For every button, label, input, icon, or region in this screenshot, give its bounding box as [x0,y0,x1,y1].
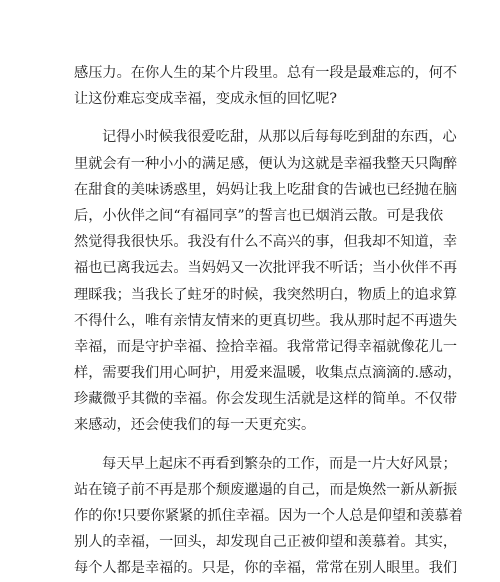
text-line: 记得小时候我很爱吃甜，从那以后每每吃到甜的东西，心 [102,129,457,146]
text-line: 让这份难忘变成幸福，变成永恒的回忆呢? [74,91,337,108]
text-line: 每天早上起床不再看到繁杂的工作，而是一片大好风景； [102,455,457,472]
text-line: 不得什么，唯有亲情友情来的更真切些。我从那时起不再遗失 [74,312,458,329]
paragraph-gap [74,112,430,124]
text-line: 福也已离我远去。当妈妈又一次批评我不听话；当小伙伴不再 [74,260,458,277]
text-line: 然觉得我很快乐。我没有什么不高兴的事，但我却不知道，幸 [74,234,458,251]
text-line: 珍藏微乎其微的幸福。你会发现生活就是这样的简单。不仅带 [74,391,458,408]
text-line: 在甜食的美味诱惑里，妈妈让我上吃甜食的告诫也已经抛在脑 [74,181,458,198]
paragraph-gap [74,439,430,451]
text-line: 来感动，还会使我们的每一天更充实。 [74,417,316,434]
text-line: 作的你!只要你紧紧的抓住幸福。因为一个人总是仰望和羡慕着 [74,508,463,524]
text-line: 样，需要我们用心呵护，用爱来温暖，收集点点滴滴的.感动， [74,365,462,382]
text-line: 感压力。在你人生的某个片段里。总有一段是最难忘的，何不 [74,65,458,81]
text-line: 里就会有一种小小的满足感，便认为这就是幸福我整天只陶醉 [74,155,458,172]
text-line: 别人的幸福，一回头，却发现自己正被仰望和羡慕着。其实， [74,534,458,551]
text-line: 站在镜子前不再是那个颓废邋遢的自己，而是焕然一新从新振 [74,481,458,498]
text-line: 每个人都是幸福的。只是，你的幸福，常常在别人眼里。我们 [74,560,458,577]
text-line: 幸福，而是守护幸福、捡拾幸福。我常常记得幸福就像花儿一 [74,338,458,355]
body-text [74,60,463,582]
text-line: 理睬我；当我长了蛀牙的时候，我突然明白，物质上的追求算 [74,286,458,303]
text-line: 后，小伙伴之间“有福同享”的誓言也已烟消云散。可是我依 [74,207,444,224]
